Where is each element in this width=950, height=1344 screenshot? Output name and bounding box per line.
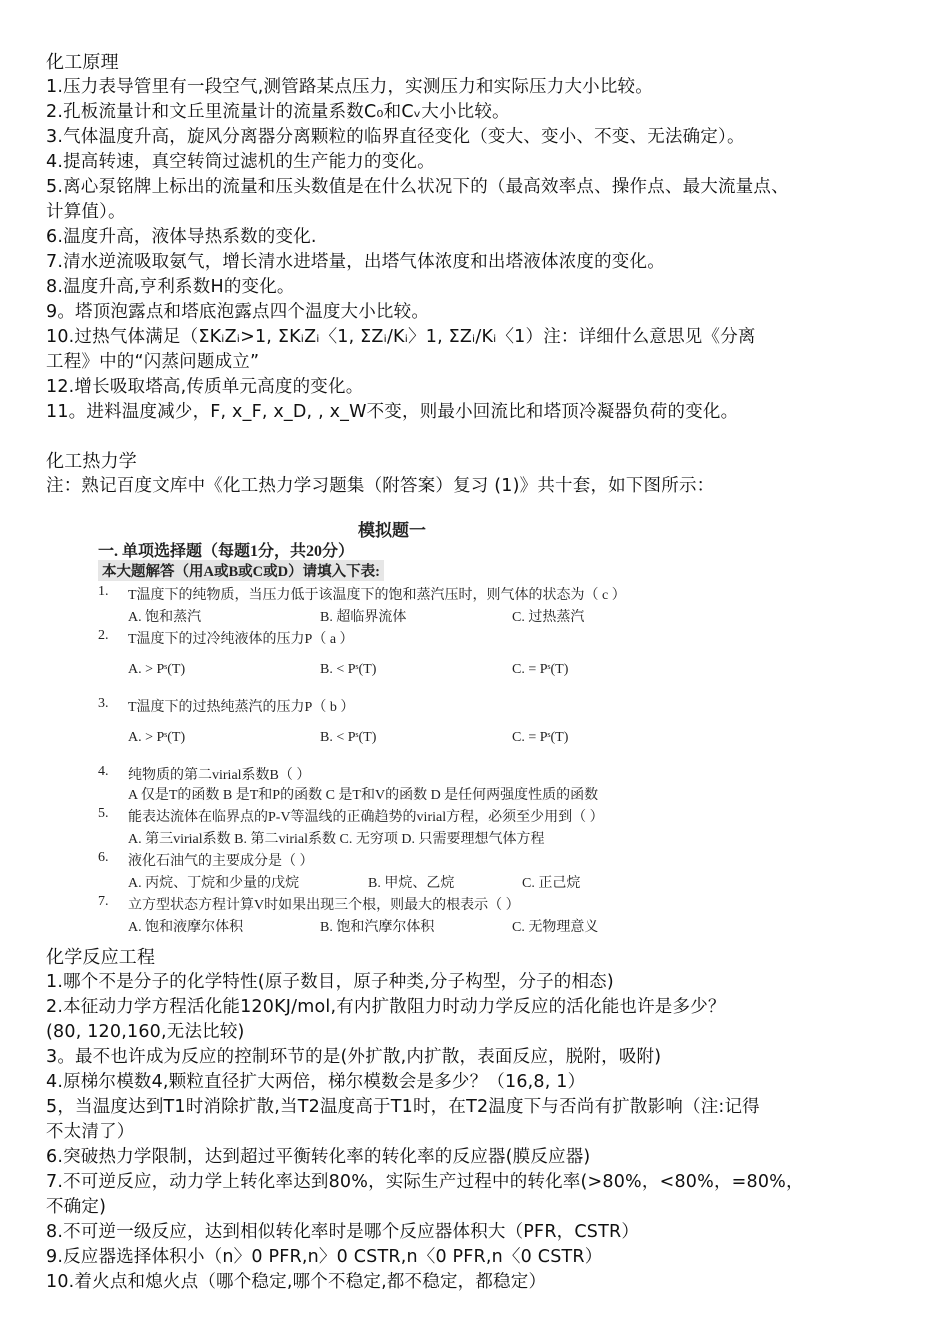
question-option: A. > Pˢ(T): [128, 730, 186, 745]
text-line: 2.本征动力学方程活化能120KJ/mol,有内扩散阻力时动力学反应的活化能也许是多少？: [46, 997, 726, 1017]
question-stem: T温度下的过冷纯液体的压力P（ a ）: [128, 632, 354, 647]
text-line: 9.反应器选择体积小（n〉0 PFR,n〉0 CSTR,n〈0 PFR,n〈0 CSTR）: [46, 1247, 603, 1267]
question-option: B. 饱和汽摩尔体积: [320, 920, 435, 935]
exercise-title: 模拟题一: [358, 521, 426, 540]
embedded-exercise-image: [92, 510, 852, 940]
text-line: 4.提高转速，真空转筒过滤机的生产能力的变化。: [46, 152, 435, 172]
question-option: C. 无物理意义: [512, 920, 599, 935]
text-line: 8.温度升高,亨利系数H的变化。: [46, 277, 295, 297]
question-option: C. 过热蒸汽: [512, 610, 585, 625]
question-stem: 纯物质的第二virial系数B（ ）: [128, 768, 311, 783]
question-number: 1.: [98, 584, 109, 599]
question-number: 4.: [98, 764, 109, 779]
question-stem: T温度下的纯物质，当压力低于该温度下的饱和蒸汽压时，则气体的状态为（ c ）: [128, 588, 626, 603]
question-option: A 仅是T的函数 B 是T和P的函数 C 是T和V的函数 D 是任何两强度性质的函数: [128, 788, 599, 803]
text-line: 10.过热气体满足（ΣKᵢZᵢ>1, ΣKᵢZᵢ〈1, ΣZᵢ/Kᵢ〉1, ΣZᵢ/Kᵢ〈1）注：详细什么意思见《分离: [46, 327, 756, 347]
text-line: 1.哪个不是分子的化学特性(原子数目，原子种类,分子构型，分子的相态): [46, 972, 614, 992]
question-option: B. 超临界流体: [320, 610, 407, 625]
text-line: 9。塔顶泡露点和塔底泡露点四个温度大小比较。: [46, 302, 430, 322]
exercise-instruction: 本大题解答（用A或B或C或D）请填入下表:: [98, 560, 384, 581]
question-number: 6.: [98, 850, 109, 865]
text-line: 6.温度升高，液体导热系数的变化.: [46, 227, 317, 247]
text-line: 不太清了）: [46, 1122, 135, 1142]
question-option: A. > Pˢ(T): [128, 662, 186, 677]
text-line: (80, 120,160,无法比较): [46, 1022, 245, 1042]
text-line: 3.气体温度升高，旋风分离器分离颗粒的临界直径变化（变大、变小、不变、无法确定）。: [46, 127, 745, 147]
text-line: 工程》中的“闪蒸问题成立”: [46, 352, 260, 372]
text-line: 1.压力表导管里有一段空气,测管路某点压力，实测压力和实际压力大小比较。: [46, 77, 653, 97]
text-line: 5，当温度达到T1时消除扩散,当T2温度高于T1时，在T2温度下与否尚有扩散影响（注:记得: [46, 1097, 760, 1117]
question-option: A. 第三virial系数 B. 第二virial系数 C. 无穷项 D. 只需要理想气体方程: [128, 832, 545, 847]
section-title-unit-operations: 化工原理: [46, 52, 119, 73]
text-line: 8.不可逆一级反应，达到相似转化率时是哪个反应器体积大（PFR，CSTR）: [46, 1222, 640, 1242]
text-line: 注：熟记百度文库中《化工热力学习题集（附答案）复习 (1)》共十套，如下图所示：: [46, 476, 715, 496]
question-number: 2.: [98, 628, 109, 643]
text-line: 7.清水逆流吸取氨气，增长清水进塔量，出塔气体浓度和出塔液体浓度的变化。: [46, 252, 665, 272]
text-line: 4.原梯尔模数4,颗粒直径扩大两倍，梯尔模数会是多少？（16,8, 1）: [46, 1072, 586, 1092]
text-line: 不确定): [46, 1197, 107, 1217]
section-title-thermodynamics: 化工热力学: [46, 451, 137, 472]
question-stem: 立方型状态方程计算V时如果出现三个根，则最大的根表示（ ）: [128, 898, 520, 913]
question-option: B. < Pˢ(T): [320, 662, 377, 677]
question-option: C. = Pˢ(T): [512, 662, 569, 677]
question-option: A. 丙烷、丁烷和少量的戊烷: [128, 876, 300, 891]
text-line: 10.着火点和熄火点（哪个稳定,哪个不稳定,都不稳定，都稳定）: [46, 1272, 547, 1292]
text-line: 7.不可逆反应，动力学上转化率达到80%，实际生产过程中的转化率(>80%，<80%，=80%，: [46, 1172, 804, 1192]
question-option: A. 饱和蒸汽: [128, 610, 202, 625]
text-line: 11。进料温度减少，F, x_F, x_D, , x_W不变，则最小回流比和塔顶冷凝器负荷的变化。: [46, 402, 739, 422]
exercise-section-heading: 一. 单项选择题（每题1分，共20分）: [98, 543, 355, 560]
section-title-reaction-engineering: 化学反应工程: [46, 947, 156, 968]
text-line: 5.离心泵铭牌上标出的流量和压头数值是在什么状况下的（最高效率点、操作点、最大流量点、: [46, 177, 789, 197]
text-line: 2.孔板流量计和文丘里流量计的流量系数C₀和Cᵥ大小比较。: [46, 102, 510, 122]
question-stem: 能表达流体在临界点的P-V等温线的正确趋势的virial方程，必须至少用到（ ）: [128, 810, 604, 825]
question-stem: T温度下的过热纯蒸汽的压力P（ b ）: [128, 700, 355, 715]
text-line: 12.增长吸取塔高,传质单元高度的变化。: [46, 377, 364, 397]
question-option: C. = Pˢ(T): [512, 730, 569, 745]
question-stem: 液化石油气的主要成分是（ ）: [128, 854, 314, 869]
text-line: 计算值）。: [46, 202, 126, 222]
question-number: 5.: [98, 806, 109, 821]
question-option: C. 正己烷: [522, 876, 581, 891]
question-number: 3.: [98, 696, 109, 711]
text-line: 6.突破热力学限制，达到超过平衡转化率的转化率的反应器(膜反应器): [46, 1147, 591, 1167]
question-number: 7.: [98, 894, 109, 909]
question-option: B. 甲烷、乙烷: [368, 876, 455, 891]
question-option: A. 饱和液摩尔体积: [128, 920, 244, 935]
text-line: 3。最不也许成为反应的控制环节的是(外扩散,内扩散，表面反应，脱附，吸附): [46, 1047, 662, 1067]
question-option: B. < Pˢ(T): [320, 730, 377, 745]
